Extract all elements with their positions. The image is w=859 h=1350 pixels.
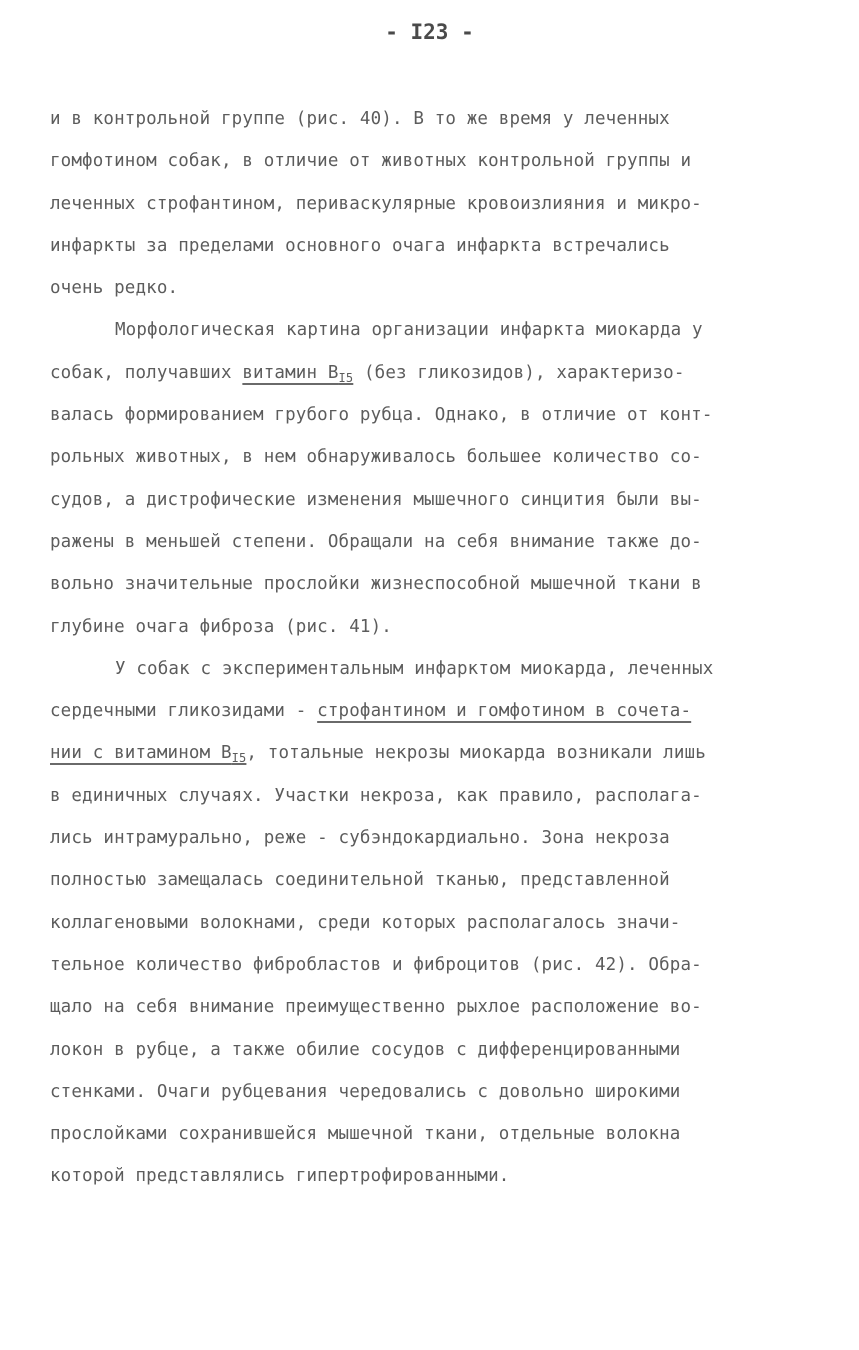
text-span: собак, получавших xyxy=(50,362,243,383)
text-line xyxy=(50,986,810,1028)
text-span: коллагеновыми волокнами, среди которых располагалось значи- xyxy=(50,912,681,933)
text-span: локон в рубце, а также обилие сосудов с дифференцированными xyxy=(50,1039,681,1060)
text-line xyxy=(50,648,810,690)
text-line xyxy=(50,98,810,140)
text-line xyxy=(50,775,810,817)
text-span: и в контрольной группе (рис. 40). В то же время у леченных xyxy=(50,109,670,129)
text-span: леченных строфантином, периваскулярные кровоизлияния и микро- xyxy=(50,193,702,214)
text-span: Морфологическая картина организации инфаркта миокарда у xyxy=(115,320,703,341)
text-span: полностью замещалась соединительной тканью, представленной xyxy=(50,870,670,891)
text-span: гомфотином собак, в отличие от животных контрольной группы и xyxy=(50,151,692,172)
text-line xyxy=(50,394,810,436)
subscript: I5 xyxy=(338,370,354,385)
page-number: - I23 - xyxy=(385,20,474,44)
text-line xyxy=(50,352,810,394)
text-line xyxy=(50,183,810,225)
text-span: тельное количество фибробластов и фиброцитов (рис. 42). Обра- xyxy=(50,954,702,975)
text-line xyxy=(50,1029,810,1071)
text-line xyxy=(50,732,810,774)
text-line xyxy=(50,859,810,901)
text-line xyxy=(50,817,810,859)
text-span: (без гликозидов), характеризо- xyxy=(353,362,685,383)
text-span: в единичных случаях. Участки некроза, как правило, располага- xyxy=(50,785,702,806)
underlined-text: нии с витамином $В_{I5}$ xyxy=(50,743,247,766)
text-line xyxy=(50,690,810,732)
text-span: ражены в меньшей степени. Обращали на себя внимание также до- xyxy=(50,531,702,552)
text-span: глубине очага фиброза (рис. 41). xyxy=(50,616,392,637)
text-line xyxy=(50,606,810,648)
text-line xyxy=(50,309,810,351)
underlined-text: витамин $В_{I5}$ xyxy=(242,362,354,385)
text-span: рольных животных, в нем обнаруживалось большее количество со- xyxy=(50,447,702,468)
text-line xyxy=(50,944,810,986)
text-span: которой представлялись гипертрофированными. xyxy=(50,1166,510,1187)
underlined-text: строфантином и гомфотином в сочета- xyxy=(317,701,692,722)
text-span: валась формированием грубого рубца. Однако, в отличие от конт- xyxy=(50,405,713,426)
text-span: инфаркты за пределами основного очага инфаркта встречались xyxy=(50,235,670,256)
text-line xyxy=(50,902,810,944)
text-line xyxy=(50,267,810,309)
text-line xyxy=(50,436,810,478)
text-span: очень редко. xyxy=(50,278,179,299)
text-span: сердечными гликозидами - xyxy=(50,701,318,722)
text-line xyxy=(50,1155,810,1197)
text-span: У собак с экспериментальным инфарктом миокарда, леченных xyxy=(115,658,714,679)
text-line xyxy=(50,521,810,563)
text-span: щало на себя внимание преимущественно рыхлое расположение во- xyxy=(50,997,702,1018)
text-span: вольно значительные прослойки жизнеспособной мышечной ткани в xyxy=(50,574,702,595)
text-span: судов, а дистрофические изменения мышечного синцития были вы- xyxy=(50,489,702,510)
text-line xyxy=(50,1113,810,1155)
text-span: прослойками сохранившейся мышечной ткани, отдельные волокна xyxy=(50,1124,681,1145)
text-line xyxy=(50,140,810,182)
text-span: стенками. Очаги рубцевания чередовались с довольно широкими xyxy=(50,1081,681,1102)
text-line xyxy=(50,563,810,605)
subscript: I5 xyxy=(231,751,247,766)
body-text xyxy=(50,98,810,1198)
text-span: лись интрамурально, реже - субэндокардиально. Зона некроза xyxy=(50,828,670,849)
text-line xyxy=(50,479,810,521)
text-span: , тотальные некрозы миокарда возникали лишь xyxy=(246,743,706,764)
text-line xyxy=(50,1071,810,1113)
text-line xyxy=(50,225,810,267)
